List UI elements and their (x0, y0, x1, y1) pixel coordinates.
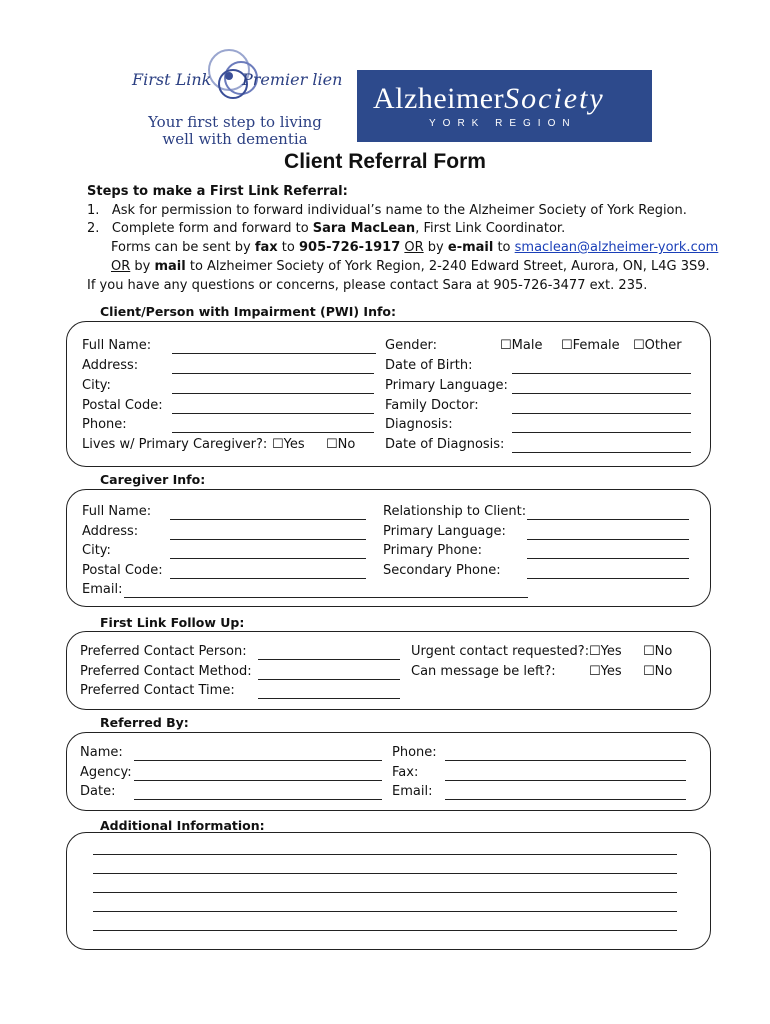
caregiver-email-label: Email: (82, 582, 123, 597)
additional-line-3[interactable] (93, 892, 677, 893)
additional-line-5[interactable] (93, 930, 677, 931)
gender-other-checkbox[interactable]: ☐Other (633, 338, 682, 353)
client-doctor-label: Family Doctor: (385, 398, 479, 413)
caregiver-secondary-phone-label: Secondary Phone: (383, 563, 501, 578)
referred-email-input[interactable] (445, 799, 686, 800)
message-no-checkbox[interactable]: ☐No (643, 664, 673, 679)
referred-phone-input[interactable] (445, 760, 686, 761)
caregiver-city-input[interactable] (170, 558, 366, 559)
caregiver-primary-phone-input[interactable] (527, 558, 689, 559)
referred-fax-input[interactable] (445, 780, 686, 781)
step-2-number: 2. (87, 221, 100, 236)
client-dob-label: Date of Birth: (385, 358, 473, 373)
client-phone-input[interactable] (172, 432, 374, 433)
step-1 (87, 202, 687, 220)
client-diagnosis-label: Diagnosis: (385, 417, 453, 432)
client-dob-input[interactable] (512, 373, 691, 374)
client-gender-label: Gender: (385, 338, 438, 353)
logo-first-link: First Link (132, 70, 212, 89)
email-link[interactable]: smaclean@alzheimer-york.com (514, 240, 719, 255)
client-diagnosis-input[interactable] (512, 432, 691, 433)
followup-person-label: Preferred Contact Person: (80, 644, 247, 659)
client-address-input[interactable] (172, 373, 374, 374)
referred-agency-label: Agency: (80, 765, 132, 780)
mail-by: by (130, 259, 155, 274)
logo-org-main: Alzheimer (373, 82, 505, 115)
additional-line-1[interactable] (93, 854, 677, 855)
logo-premier-lien: Premier lien (242, 70, 343, 89)
logo-org-region: YORK REGION (429, 118, 577, 129)
urgent-no-checkbox[interactable]: ☐No (643, 644, 673, 659)
caregiver-relationship-label: Relationship to Client: (383, 504, 527, 519)
coordinator-name: Sara MacLean (312, 221, 416, 236)
client-postal-label: Postal Code: (82, 398, 163, 413)
followup-person-input[interactable] (258, 659, 400, 660)
referred-email-label: Email: (392, 784, 433, 799)
referred-fax-label: Fax: (392, 765, 419, 780)
alzheimer-society-logo (357, 70, 652, 142)
step-send-options (111, 239, 718, 257)
tagline-line-1: Your first step to living (148, 113, 322, 131)
client-phone-label: Phone: (82, 417, 127, 432)
additional-line-2[interactable] (93, 873, 677, 874)
referred-section-label: Referred By: (100, 715, 189, 730)
followup-time-label: Preferred Contact Time: (80, 683, 235, 698)
fax-number: 905-726-1917 (299, 240, 401, 255)
referred-name-label: Name: (80, 745, 123, 760)
followup-method-input[interactable] (258, 679, 400, 680)
send-email: e-mail (447, 240, 494, 255)
client-full-name-label: Full Name: (82, 338, 152, 353)
client-section-label: Client/Person with Impairment (PWI) Info: (100, 304, 396, 319)
step-2-text-b: , First Link Coordinator. (415, 221, 566, 236)
followup-time-input[interactable] (258, 698, 400, 699)
gender-male-checkbox[interactable]: ☐Male (500, 338, 543, 353)
send-by: by (423, 240, 448, 255)
caregiver-address-input[interactable] (170, 539, 366, 540)
send-or: OR (404, 240, 424, 255)
client-city-label: City: (82, 378, 111, 393)
client-full-name-input[interactable] (172, 353, 376, 354)
logo-tagline (120, 114, 350, 148)
caregiver-secondary-phone-input[interactable] (527, 578, 689, 579)
mail-or: OR (111, 259, 131, 274)
step-2-text-a: Complete form and forward to (111, 221, 313, 236)
client-address-label: Address: (82, 358, 139, 373)
referred-date-input[interactable] (134, 799, 382, 800)
caregiver-address-label: Address: (82, 524, 139, 539)
caregiver-relationship-input[interactable] (527, 519, 689, 520)
referred-phone-label: Phone: (392, 745, 437, 760)
client-language-label: Primary Language: (385, 378, 508, 393)
message-left-label: Can message be left?: (411, 664, 556, 679)
client-diag-date-label: Date of Diagnosis: (385, 437, 505, 452)
client-language-input[interactable] (512, 393, 691, 394)
caregiver-primary-phone-label: Primary Phone: (383, 543, 483, 558)
message-yes-checkbox[interactable]: ☐Yes (589, 664, 622, 679)
step-mail-option (111, 258, 710, 276)
followup-section-label: First Link Follow Up: (100, 615, 245, 630)
caregiver-full-name-label: Full Name: (82, 504, 152, 519)
steps-heading: Steps to make a First Link Referral: (87, 184, 348, 199)
mail-word: mail (154, 259, 186, 274)
client-doctor-input[interactable] (512, 413, 691, 414)
step-1-text: Ask for permission to forward individual’s name to the Alzheimer Society of York Region. (111, 203, 687, 218)
caregiver-full-name-input[interactable] (170, 519, 366, 520)
step-2 (87, 220, 565, 238)
page-title: Client Referral Form (284, 150, 486, 173)
first-link-logo (120, 48, 350, 148)
caregiver-email-input[interactable] (124, 597, 528, 598)
tagline-line-2: well with dementia (162, 130, 308, 148)
urgent-yes-checkbox[interactable]: ☐Yes (589, 644, 622, 659)
logo-org-name (373, 82, 605, 116)
gender-female-checkbox[interactable]: ☐Female (561, 338, 620, 353)
referred-name-input[interactable] (134, 760, 382, 761)
step-1-number: 1. (87, 203, 100, 218)
send-text-a: Forms can be sent by (111, 240, 255, 255)
caregiver-language-label: Primary Language: (383, 524, 506, 539)
client-lives-with-no[interactable]: ☐No (326, 437, 356, 452)
caregiver-city-label: City: (82, 543, 111, 558)
send-fax: fax (254, 240, 278, 255)
client-city-input[interactable] (172, 393, 374, 394)
referred-date-label: Date: (80, 784, 116, 799)
referred-agency-input[interactable] (134, 780, 382, 781)
caregiver-section-label: Caregiver Info: (100, 472, 206, 487)
logo-org-italic: Society (504, 82, 605, 115)
client-diag-date-input[interactable] (512, 452, 691, 453)
additional-section-box (66, 832, 711, 950)
send-to: to (277, 240, 299, 255)
followup-method-label: Preferred Contact Method: (80, 664, 252, 679)
contact-note: If you have any questions or concerns, please contact Sara at 905-726-3477 ext. 235. (87, 278, 648, 293)
caregiver-language-input[interactable] (527, 539, 689, 540)
mail-address: to Alzheimer Society of York Region, 2-240 Edward Street, Aurora, ON, L4G 3S9. (185, 259, 710, 274)
client-lives-with-yes[interactable]: ☐Yes (272, 437, 305, 452)
caregiver-postal-input[interactable] (170, 578, 366, 579)
client-postal-input[interactable] (172, 413, 374, 414)
client-lives-with-label: Lives w/ Primary Caregiver?: (82, 437, 268, 452)
additional-line-4[interactable] (93, 911, 677, 912)
caregiver-postal-label: Postal Code: (82, 563, 163, 578)
additional-section-label: Additional Information: (100, 818, 265, 833)
urgent-contact-label: Urgent contact requested?: (411, 644, 590, 659)
send-to-2: to (493, 240, 515, 255)
